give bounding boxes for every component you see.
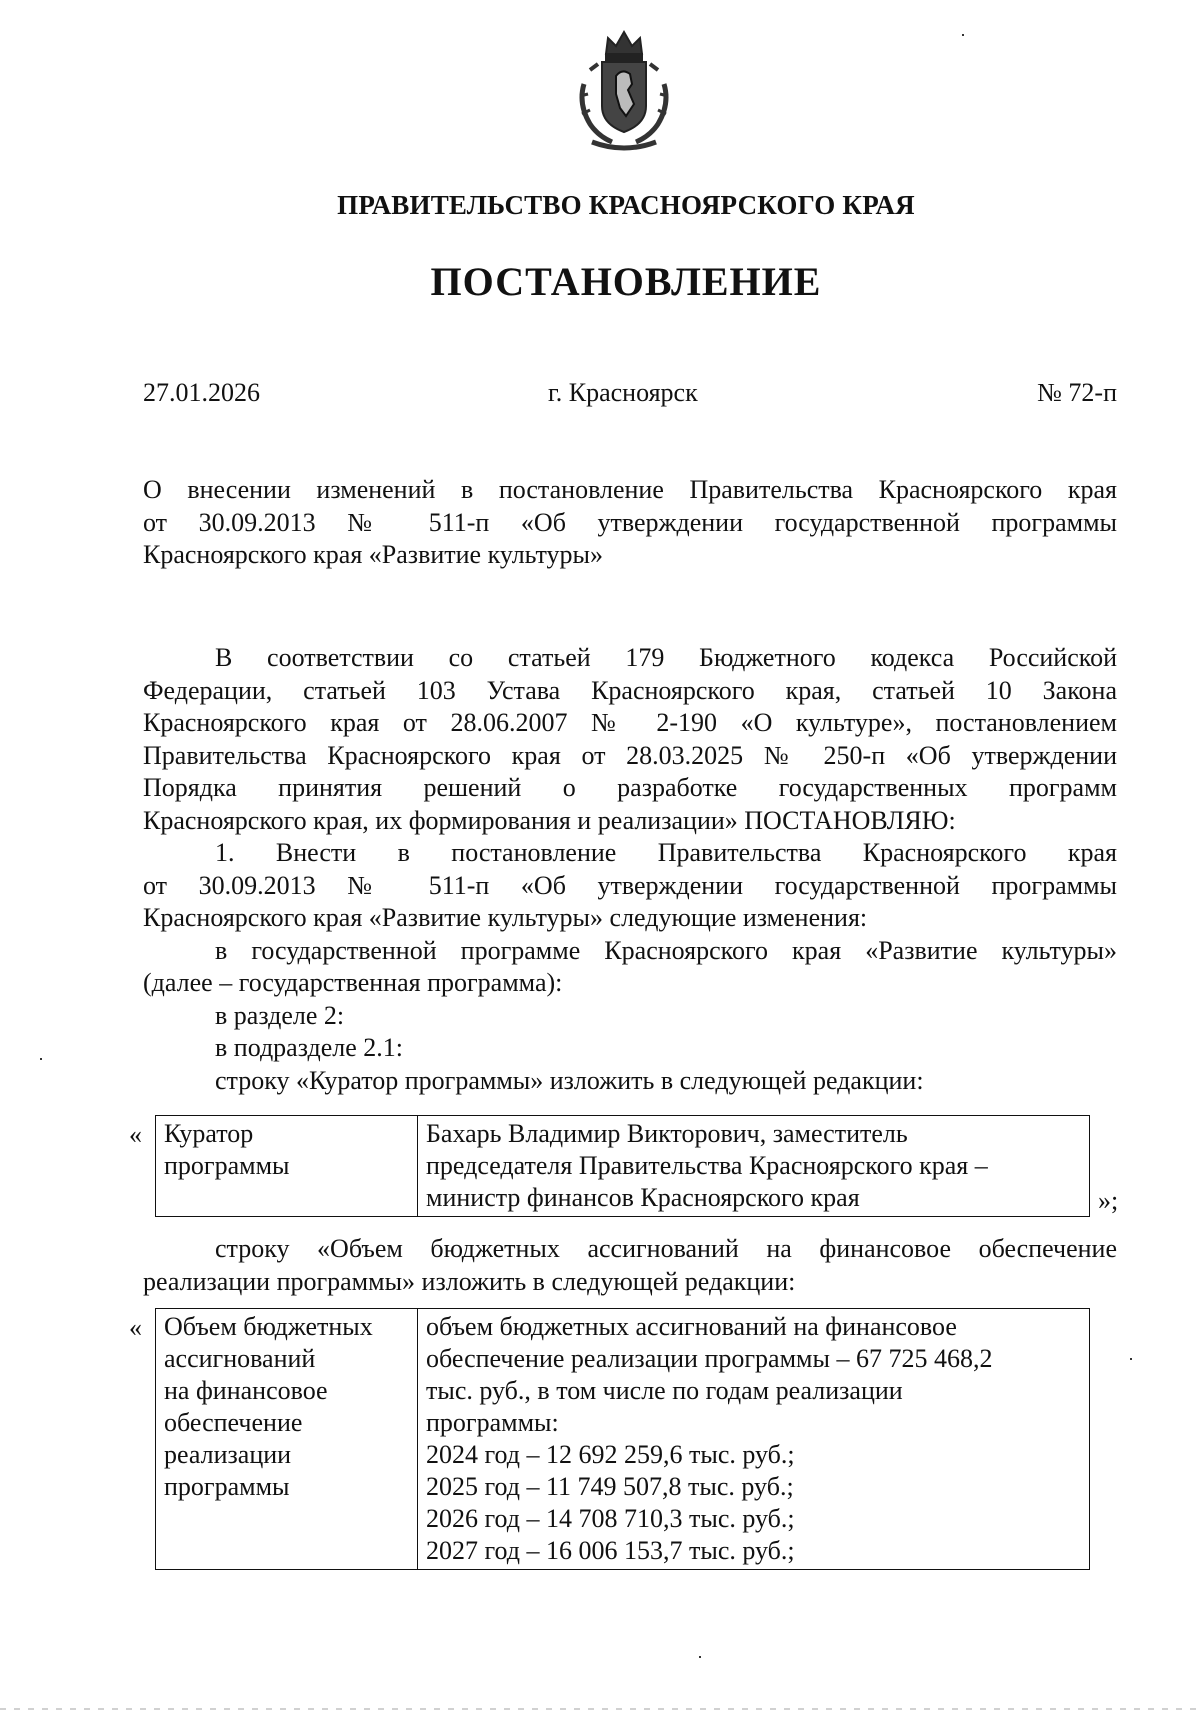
subject-line: О внесении изменений в постановление Правительства Красноярского края xyxy=(143,475,1117,504)
cell-line: 2026 год – 14 708 710,3 тыс. руб.; xyxy=(426,1504,795,1533)
program-paragraph xyxy=(143,935,1117,1000)
scan-speck xyxy=(1130,1358,1132,1360)
cell-line: программы xyxy=(164,1151,290,1180)
table-open-quote: « xyxy=(129,1120,142,1149)
body-line: 1. Внести в постановление Правительства Красноярского края xyxy=(215,838,1117,867)
table-row xyxy=(156,1309,1090,1570)
document-date: 27.01.2026 xyxy=(143,378,260,407)
body-line: (далее – государственная программа): xyxy=(143,968,563,997)
document-subject xyxy=(143,474,1117,572)
body-line: реализации программы» изложить в следующей редакции: xyxy=(143,1266,796,1296)
cell-line: программы xyxy=(164,1472,290,1501)
cell-line: Куратор xyxy=(164,1119,254,1148)
section-paragraph xyxy=(143,1000,1117,1033)
body-line: Красноярского края, их формирования и реализации» ПОСТАНОВЛЯЮ: xyxy=(143,805,956,835)
curator-instruction-paragraph xyxy=(143,1065,1117,1098)
body-line: Красноярского края «Развитие культуры» следующие изменения: xyxy=(143,903,868,932)
cell-line: реализации xyxy=(164,1440,292,1469)
document-body xyxy=(143,642,1117,1097)
body-line: в государственной программе Красноярского края «Развитие культуры» xyxy=(215,935,1117,965)
body-line: Порядка принятия решений о разработке государственных программ xyxy=(143,773,1117,802)
item-1-paragraph xyxy=(143,837,1117,935)
cell-line: объем бюджетных ассигнований на финансовое xyxy=(426,1312,957,1341)
cell-line: председателя Правительства Красноярского края – xyxy=(426,1151,988,1180)
cell-line: 2027 год – 16 006 153,7 тыс. руб.; xyxy=(426,1536,795,1565)
curator-value-cell xyxy=(418,1116,1090,1217)
body-line: В соответствии со статьей 179 Бюджетного кодекса Российской xyxy=(215,643,1117,672)
coat-of-arms-icon xyxy=(572,24,676,158)
cell-line: тыс. руб., в том числе по годам реализации xyxy=(426,1376,903,1405)
body-line: Красноярского края от 28.06.2007 № 2-190 «О культуре», постановлением xyxy=(143,708,1117,737)
preamble-paragraph xyxy=(143,642,1117,837)
cell-line: обеспечение реализации программы – 67 725 468,2 xyxy=(426,1344,993,1373)
document-number: № 72-п xyxy=(1037,378,1117,407)
table-close-quote: »; xyxy=(1098,1186,1119,1215)
subsection-paragraph xyxy=(143,1032,1117,1065)
cell-line: Бахарь Владимир Викторович, заместитель xyxy=(426,1119,908,1148)
scan-speck xyxy=(699,1656,701,1658)
budget-table xyxy=(155,1308,1090,1570)
subject-line: Красноярского края «Развитие культуры» xyxy=(143,540,604,569)
body-line: строку «Объем бюджетных ассигнований на финансовое обеспечение xyxy=(215,1234,1117,1263)
cell-line: 2025 год – 11 749 507,8 тыс. руб.; xyxy=(426,1472,794,1501)
table-row xyxy=(156,1116,1090,1217)
subject-line: от 30.09.2013 № 511-п «Об утверждении государственной программы xyxy=(143,507,1117,537)
cell-line: обеспечение xyxy=(164,1408,303,1437)
curator-label-cell xyxy=(156,1116,418,1217)
organization-title: ПРАВИТЕЛЬСТВО КРАСНОЯРСКОГО КРАЯ xyxy=(337,190,915,220)
cell-line: министр финансов Красноярского края xyxy=(426,1183,860,1212)
cell-line: ассигнований xyxy=(164,1344,316,1373)
scan-speck xyxy=(40,1058,42,1060)
budget-instruction-paragraph xyxy=(143,1233,1117,1298)
body-line: от 30.09.2013 № 511-п «Об утверждении государственной программы xyxy=(143,870,1117,900)
body-line: в подразделе 2.1: xyxy=(215,1033,404,1062)
scan-edge-noise xyxy=(0,1708,1200,1710)
scan-speck xyxy=(962,34,964,36)
budget-label-cell xyxy=(156,1309,418,1570)
budget-value-cell xyxy=(418,1309,1090,1570)
body-line: строку «Куратор программы» изложить в следующей редакции: xyxy=(215,1065,924,1095)
document-type-title: ПОСТАНОВЛЕНИЕ xyxy=(430,259,822,304)
cell-line: Объем бюджетных xyxy=(164,1312,373,1341)
curator-table xyxy=(155,1115,1090,1217)
body-line: Правительства Красноярского края от 28.03.2025 № 250-п «Об утверждении xyxy=(143,740,1117,770)
cell-line: 2024 год – 12 692 259,6 тыс. руб.; xyxy=(426,1440,795,1469)
cell-line: программы: xyxy=(426,1408,559,1437)
table-open-quote: « xyxy=(129,1313,142,1342)
body-line: в разделе 2: xyxy=(215,1000,345,1030)
body-line: Федерации, статьей 103 Устава Красноярского края, статьей 10 Закона xyxy=(143,675,1117,705)
document-city: г. Красноярск xyxy=(548,378,698,407)
cell-line: на финансовое xyxy=(164,1376,328,1405)
